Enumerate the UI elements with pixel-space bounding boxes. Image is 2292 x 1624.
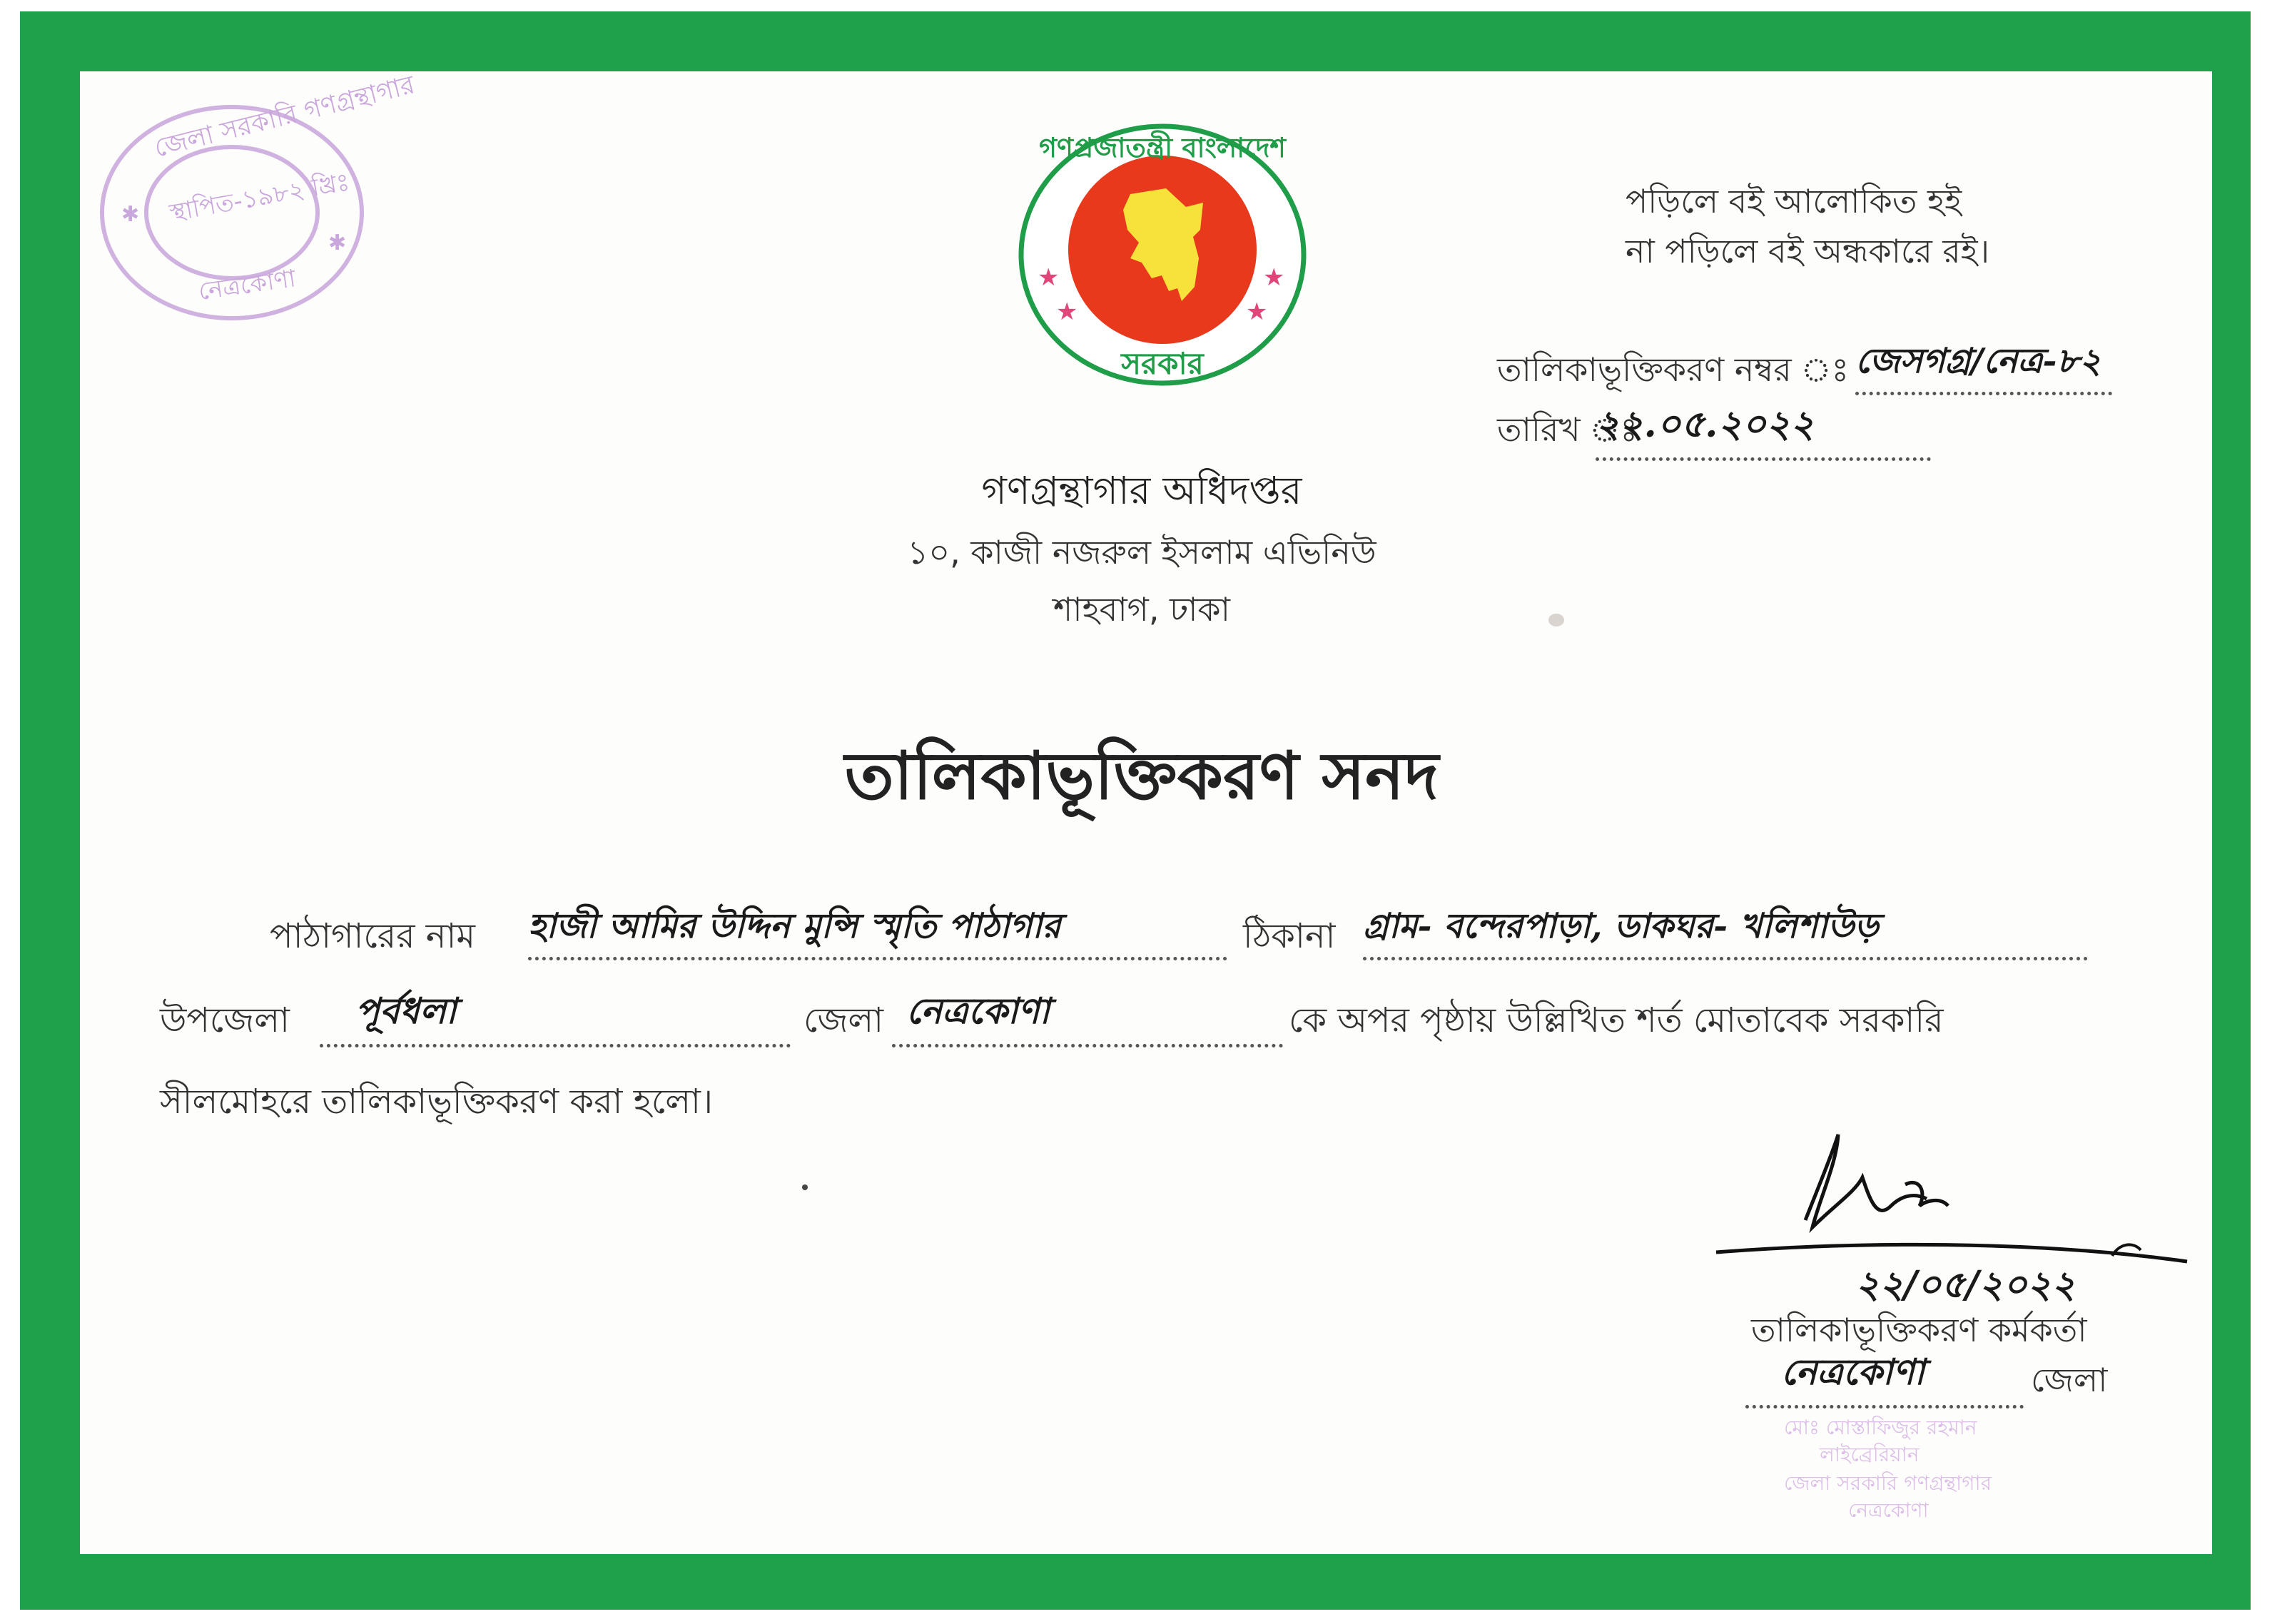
svg-text:মোঃ মোস্তাফিজুর রহমান: মোঃ মোস্তাফিজুর রহমান xyxy=(1784,1416,1977,1439)
library-name-label: পাঠাগারের নাম xyxy=(270,916,476,956)
svg-text:লাইব্রেরিয়ান: লাইব্রেরিয়ান xyxy=(1820,1443,1920,1466)
body-text-line-2: সীলমোহরে তালিকাভূক্তিকরণ করা হলো। xyxy=(160,1082,714,1122)
certificate-title: তালিকাভূক্তিকরণ সনদ xyxy=(844,738,1439,814)
enlistment-number-label: তালিকাভূক্তিকরণ নম্বর ঃ xyxy=(1497,350,1850,389)
government-emblem xyxy=(1016,123,1309,387)
motto-line-1: পড়িলে বই আলোকিত হই xyxy=(1626,182,1962,220)
date-label: তারিখ ঃ xyxy=(1497,410,1638,449)
svg-text:★: ★ xyxy=(1056,298,1078,326)
address-value: গ্রাম- বন্দেরপাড়া, ডাকঘর- খলিশাউড় xyxy=(1363,900,2088,960)
enlistment-number-value: জেসগগ্র/নেত্র-৮২ xyxy=(1855,335,2112,395)
body-text-line-1: কে অপর পৃষ্ঠায় উল্লিখিত শর্ত মোতাবেক সরকারি xyxy=(1289,1000,1944,1040)
svg-text:✱: ✱ xyxy=(121,202,140,227)
officer-name-stamp xyxy=(1770,1413,2069,1534)
signature-date: ২২/০৫/২০২২ xyxy=(1855,1263,2076,1306)
svg-text:সরকার: সরকার xyxy=(1121,346,1204,381)
svg-text:স্থাপিত-১৯৮২ খ্রিঃ: স্থাপিত-১৯৮২ খ্রিঃ xyxy=(167,168,352,228)
library-name-value: হাজী আমির উদ্দিন মুন্সি স্মৃতি পাঠাগার xyxy=(528,900,1227,960)
officer-district-label: জেলা xyxy=(2031,1361,2108,1399)
officer-title: তালিকাভূক্তিকরণ কর্মকর্তা xyxy=(1751,1311,2087,1349)
officer-district-value: নেত্রকোণা xyxy=(1745,1346,2024,1409)
ink-dot xyxy=(802,1184,808,1190)
svg-text:গণপ্রজাতন্ত্রী বাংলাদেশ: গণপ্রজাতন্ত্রী বাংলাদেশ xyxy=(1039,132,1286,163)
svg-text:★: ★ xyxy=(1246,298,1268,326)
office-address-line-2: শাহবাগ, ঢাকা xyxy=(1053,590,1230,629)
upazila-value: পূর্বধলা xyxy=(320,985,791,1047)
upazila-label: উপজেলা xyxy=(160,1000,290,1040)
svg-text:★: ★ xyxy=(1263,263,1285,292)
district-value: নেত্রকোণা xyxy=(892,985,1283,1047)
office-name: গণগ্রন্থাগার অধিদপ্তর xyxy=(981,468,1302,513)
paper-spot xyxy=(1548,614,1564,626)
svg-text:নেত্রকোণা: নেত্রকোণা xyxy=(196,264,298,306)
svg-text:★: ★ xyxy=(1038,263,1060,292)
motto-line-2: না পড়িলে বই অন্ধকারে রই। xyxy=(1626,232,1990,270)
svg-text:জেলা সরকারি গণগ্রন্থাগার: জেলা সরকারি গণগ্রন্থাগার xyxy=(1784,1471,1992,1495)
address-label: ঠিকানা xyxy=(1243,916,1336,956)
library-round-stamp xyxy=(93,70,418,328)
svg-text:✱: ✱ xyxy=(328,230,347,255)
svg-text:নেত্রকোণা: নেত্রকোণা xyxy=(1848,1498,1929,1522)
date-value: ২২.০৫.২০২২ xyxy=(1596,395,1931,461)
district-label: জেলা xyxy=(803,1000,884,1040)
office-address-line-1: ১০, কাজী নজরুল ইসলাম এভিনিউ xyxy=(907,533,1376,572)
svg-text:জেলা সরকারি গণগ্রন্থাগার: জেলা সরকারি গণগ্রন্থাগার xyxy=(151,70,418,163)
